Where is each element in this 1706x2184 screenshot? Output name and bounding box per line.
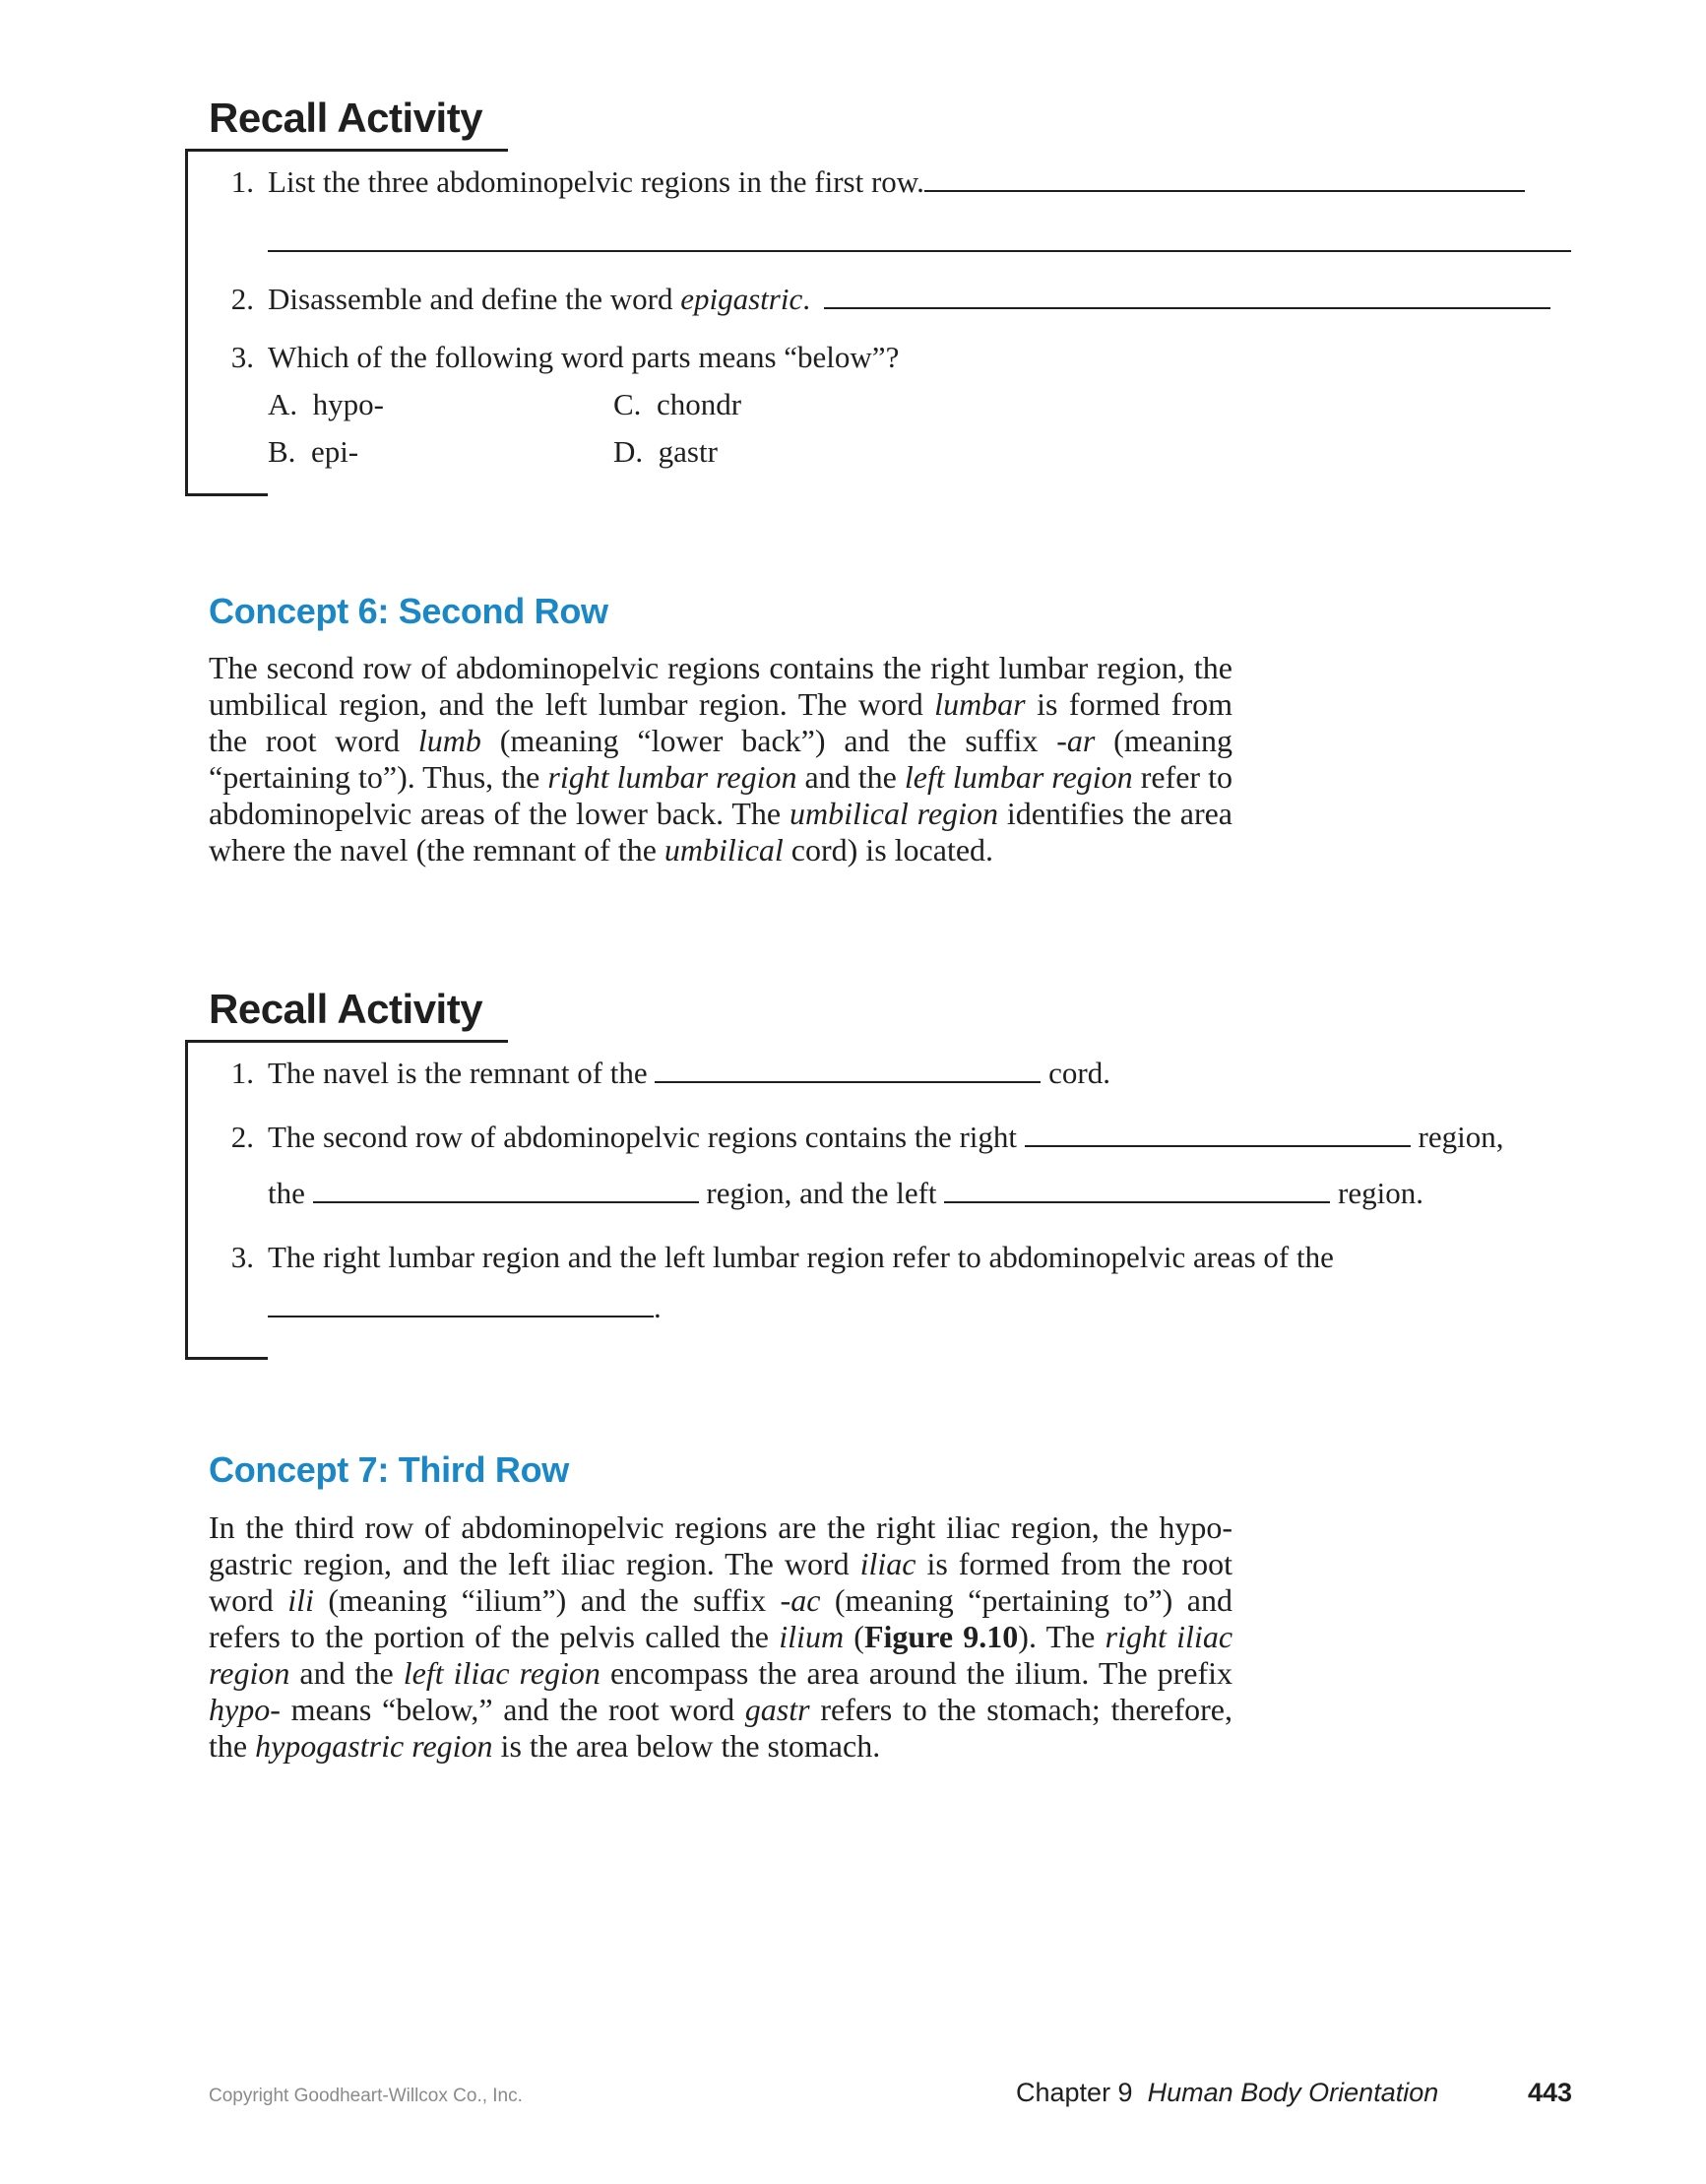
answer-blank[interactable] <box>268 225 1571 252</box>
bracket-bottom-rule <box>185 1357 268 1360</box>
bracket-left-rule <box>185 1040 188 1360</box>
answer-blank[interactable] <box>313 1176 699 1203</box>
recall1-question-3: 3. Which of the following word parts means “below”? <box>230 340 900 374</box>
option-c[interactable]: C. chondr <box>613 387 742 421</box>
recall2-question-2-line2: the region, and the left region. <box>268 1176 1423 1210</box>
option-b[interactable]: B. epi- <box>268 434 359 469</box>
answer-blank[interactable] <box>944 1176 1330 1203</box>
answer-blank[interactable] <box>655 1056 1041 1083</box>
bracket-left-rule <box>185 149 188 496</box>
chapter-title: Human Body Orientation <box>1147 2078 1439 2107</box>
recall2-question-3: 3. The right lumbar region and the left lumbar region refer to abdominopelvic areas of the <box>230 1240 1334 1274</box>
concept-7-paragraph: In the third row of abdominopelvic regions are the right iliac region, the hypogastric region, and the left iliac region. The word iliac is formed from the root word ili (meaning “ilium”) and the suffix -ac (meaning “pertaining to”) and refers to the portion of the pelvis called the ilium (Figure 9.10). The right iliac region and the left iliac region encompass the area around the ilium. The prefix hypo- means “below,” and the root word gastr refers to the stomach; therefore, the hypogastric region is the area below the stomach. <box>209 1510 1233 1764</box>
recall1-question-1: 1. List the three abdominopelvic regions in the first row. <box>213 164 1525 200</box>
bracket-top-rule <box>185 1040 508 1043</box>
answer-blank[interactable] <box>824 282 1550 309</box>
concept-7-heading: Concept 7: Third Row <box>209 1449 569 1490</box>
bracket-bottom-rule <box>185 493 268 496</box>
concept-6-heading: Concept 6: Second Row <box>209 591 608 631</box>
recall2-question-2: 2. The second row of abdominopelvic regions contains the right region, <box>230 1120 1504 1154</box>
answer-blank[interactable] <box>1025 1120 1411 1147</box>
figure-reference[interactable]: Figure 9.10 <box>863 1619 1019 1654</box>
recall1-question-2: 2. Disassemble and define the word epigastric. <box>213 282 1550 317</box>
option-d[interactable]: D. gastr <box>613 434 718 469</box>
recall2-question-3-line2: . <box>268 1290 662 1325</box>
chapter-label: Chapter 9 Human Body Orientation <box>1016 2078 1439 2107</box>
answer-blank[interactable] <box>924 164 1525 192</box>
concept-6-paragraph: The second row of abdominopelvic regions contains the right lumbar region, the umbilical region, and the left lumbar region. The word lumbar is formed from the root word lumb (meaning “lower back”) and the suffix -ar (meaning “pertaining to”). Thus, the right lumbar region and the left lumbar region refer to abdominopelvic areas of the lower back. The umbilical region identifies the area where the navel (the remnant of the umbilical cord) is located. <box>209 650 1233 867</box>
recall2-question-1: 1. The navel is the remnant of the cord. <box>230 1056 1110 1090</box>
bracket-top-rule <box>185 149 508 152</box>
page-number: 443 <box>1528 2078 1573 2107</box>
answer-blank[interactable] <box>268 1290 654 1317</box>
copyright-notice: Copyright Goodheart-Willcox Co., Inc. <box>209 2086 523 2106</box>
recall-activity-heading: Recall Activity <box>209 986 483 1032</box>
option-a[interactable]: A. hypo- <box>268 387 384 421</box>
recall-activity-heading: Recall Activity <box>209 95 483 141</box>
